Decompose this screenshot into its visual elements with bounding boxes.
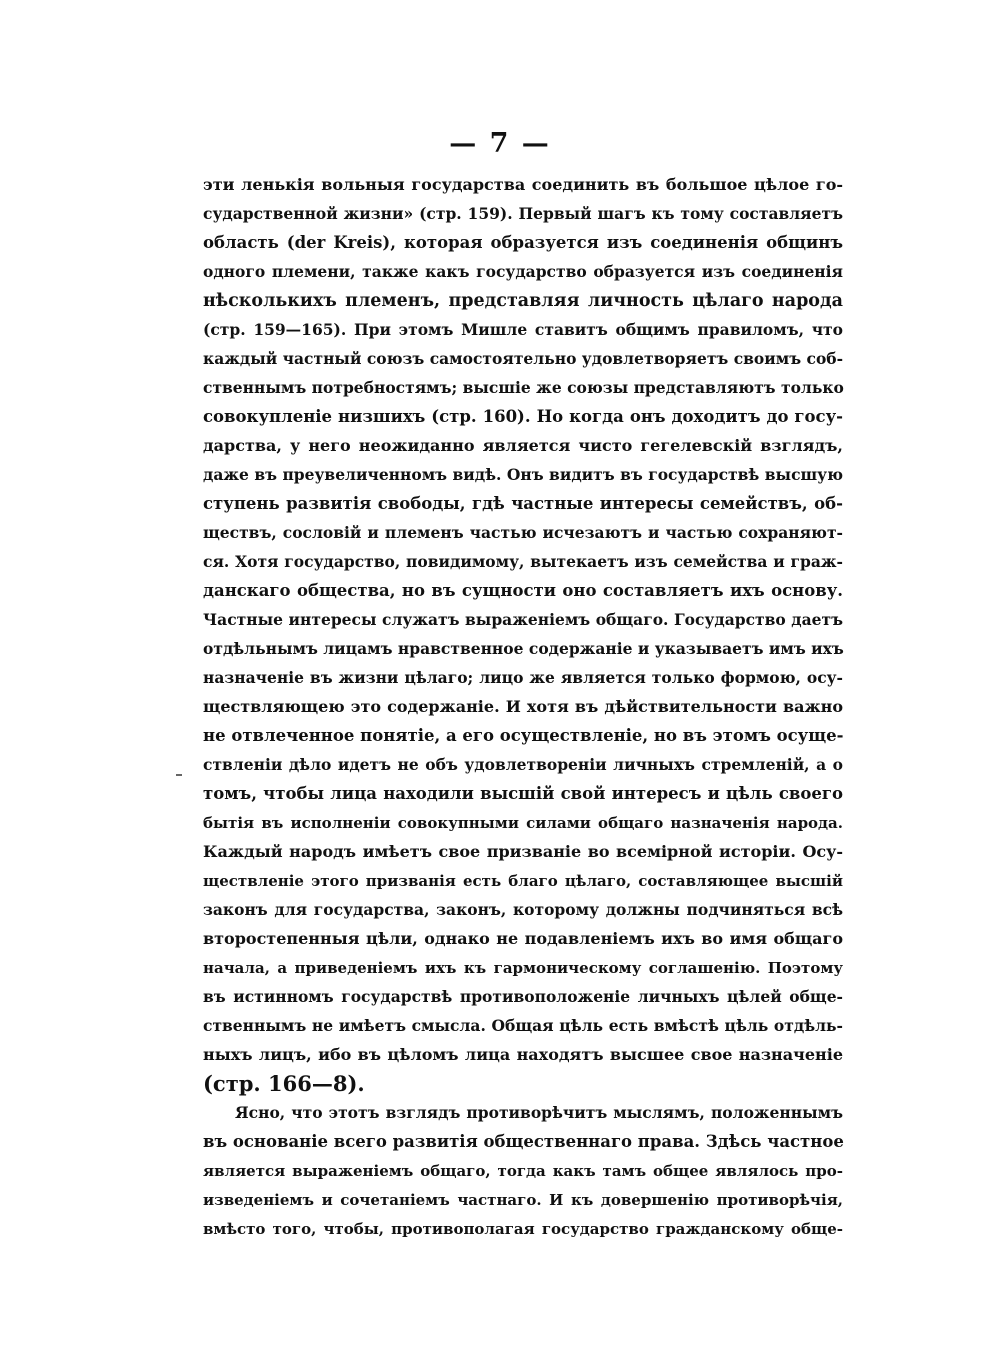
text-line: ступень развитія свободы, гдѣ частные интересы семействъ, об- xyxy=(203,494,843,513)
text-line: ся. Хотя государство, повидимому, вытекаетъ изъ семейства и граж- xyxy=(203,552,843,571)
text-line: ствленіи дѣло идетъ не объ удовлетвореніи личныхъ стремленій, а о xyxy=(203,755,843,774)
text-line: совокупленіе низшихъ (стр. 160). Но когда онъ доходитъ до госу- xyxy=(203,407,843,426)
text-line: отдѣльнымъ лицамъ нравственное содержаніе и указываетъ имъ ихъ xyxy=(203,639,844,658)
text-line: бытія въ исполненіи совокупными силами общаго назначенія народа. xyxy=(203,814,843,832)
text-line: Частные интересы служатъ выраженіемъ общаго. Государство даетъ xyxy=(203,610,843,629)
text-line: въ истинномъ государствѣ противоположеніе личныхъ цѣлей обще- xyxy=(203,987,843,1006)
text-line: не отвлеченное понятіе, а его осуществленіе, но въ этомъ осуще- xyxy=(203,726,844,745)
text-line: сударственной жизни» (стр. 159). Первый шагъ къ тому составляетъ xyxy=(203,204,843,223)
text-line: начала, а приведеніемъ ихъ къ гармоническому соглашенію. Поэтому xyxy=(203,959,843,977)
text-line: (стр. 159—165). При этомъ Мишле ставитъ общимъ правиломъ, что xyxy=(203,320,843,339)
text-line: второстепенныя цѣли, однако не подавленіемъ ихъ во имя общаго xyxy=(203,929,843,948)
text-line: изведеніемъ и сочетаніемъ частнаго. И къ довершенію противорѣчія, xyxy=(203,1191,843,1209)
text-line: каждый частный союзъ самостоятельно удовлетворяетъ своимъ соб- xyxy=(203,349,844,368)
text-line: Каждый народъ имѣетъ свое призваніе во всемірной исторіи. Осу- xyxy=(203,842,843,861)
text-line: назначеніе въ жизни цѣлаго; лицо же является только формою, осу- xyxy=(203,668,843,687)
text-line: вмѣсто того, чтобы, противополагая государство гражданскому обще- xyxy=(203,1220,843,1238)
text-line: область (der Kreis), которая образуется изъ соединенія общинъ xyxy=(203,233,843,252)
text-line: законъ для государства, законъ, которому должны подчиняться всѣ xyxy=(203,900,843,919)
text-line: одного племени, также какъ государство образуется изъ соединенія xyxy=(203,262,843,281)
text-line: даже въ преувеличенномъ видѣ. Онъ видитъ въ государствѣ высшую xyxy=(203,465,843,484)
text-line: въ основаніе всего развитія общественнаго права. Здѣсь частное xyxy=(203,1132,844,1151)
text-line: ственнымъ потребностямъ; высшіе же союзы представляютъ только xyxy=(203,378,844,397)
text-line: нѣсколькихъ племенъ, представляя личность цѣлаго народа xyxy=(203,291,843,311)
text-line: ныхъ лицъ, ибо въ цѣломъ лица находятъ высшее свое назначеніе xyxy=(203,1045,843,1064)
text-line: данскаго общества, но въ сущности оно составляетъ ихъ основу. xyxy=(203,581,843,600)
paragraph-first-line: Ясно, что этотъ взглядъ противорѣчитъ мыслямъ, положеннымъ xyxy=(235,1103,843,1122)
text-line: является выраженіемъ общаго, тогда какъ тамъ общее являлось про- xyxy=(203,1162,843,1180)
text-line: (стр. 166—8). xyxy=(203,1071,365,1096)
text-line: ществъ, сословій и племенъ частью исчезаютъ и частью сохраняют- xyxy=(203,523,843,542)
text-line: эти ленькія вольныя государства соединить въ большое цѣлое го- xyxy=(203,175,843,194)
text-line: ществляющею это содержаніе. И хотя въ дѣйствительности важно xyxy=(203,697,843,716)
text-line: томъ, чтобы лица находили высшій свой интересъ и цѣль своего xyxy=(203,784,843,803)
text-line: ственнымъ не имѣетъ смысла. Общая цѣль есть вмѣстѣ цѣль отдѣль- xyxy=(203,1016,843,1035)
page-number: — 7 — xyxy=(449,128,551,159)
text-line: дарства, у него неожиданно является чисто гегелевскій взглядъ, xyxy=(203,436,843,455)
text-line: ществленіе этого призванія есть благо цѣлаго, составляющее высшій xyxy=(203,872,843,890)
margin-dash-mark xyxy=(176,774,182,776)
